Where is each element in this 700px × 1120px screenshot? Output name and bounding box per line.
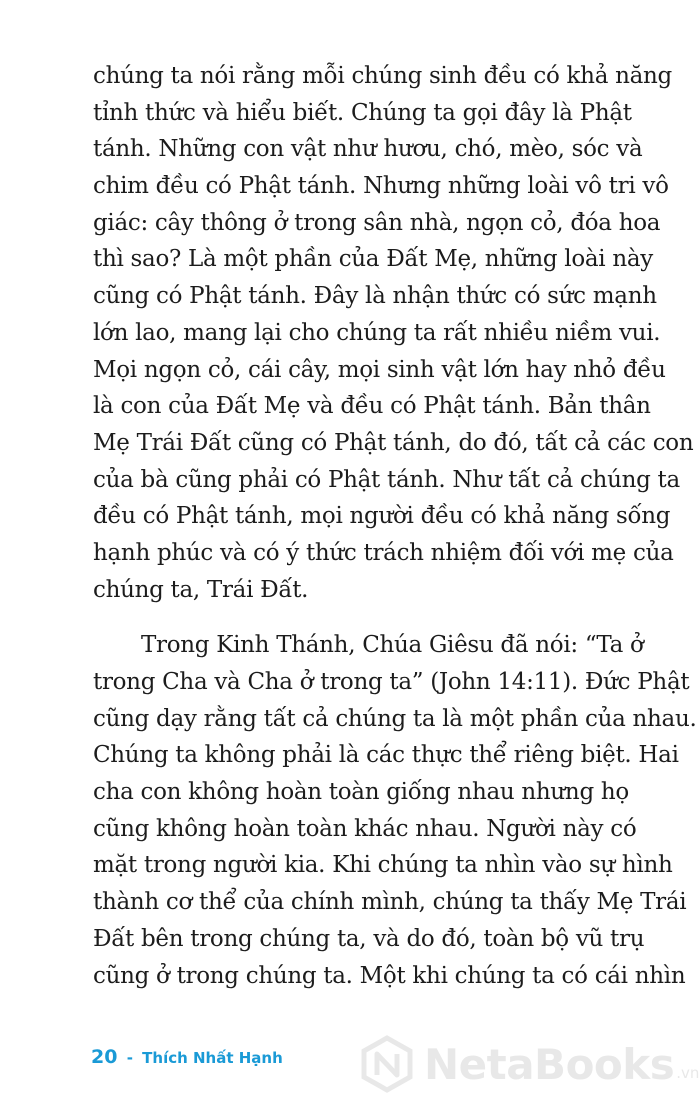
text-line: Trong Kinh Thánh, Chúa Giêsu đã nói: “Ta ở [141,632,644,659]
text-line: Mẹ Trái Đất cũng có Phật tánh, do đó, tất cả các con [93,429,694,456]
text-line: cũng không hoàn toàn khác nhau. Người này có [93,815,637,842]
text-line: Chúng ta không phải là các thực thể riêng biệt. Hai [93,742,679,769]
text-line: chim đều có Phật tánh. Nhưng những loài vô tri vô [93,173,669,200]
page-number: 20 [91,1046,118,1068]
text-line: cha con không hoàn toàn giống nhau nhưng họ [93,779,629,806]
text-line: trong Cha và Cha ở trong ta” (John 14:11). Đức Phật [93,669,690,695]
text-line: cũng có Phật tánh. Đây là nhận thức có sức mạnh [93,283,657,310]
paragraph-gap [93,608,626,627]
text-line: mặt trong người kia. Khi chúng ta nhìn vào sự hình [93,852,673,879]
text-line: giác: cây thông ở trong sân nhà, ngọn cỏ, đóa hoa [93,209,661,236]
author-name: Thích Nhất Hạnh [142,1049,283,1067]
book-page-body [93,58,697,994]
text-line: đều có Phật tánh, mọi người đều có khả năng sống [93,503,671,530]
watermark-suffix: .vn [676,1064,700,1082]
text-line: chúng ta, Trái Đất. [93,576,309,603]
text-line: lớn lao, mang lại cho chúng ta rất nhiều niềm vui. [93,319,661,346]
text-line: cũng dạy rằng tất cả chúng ta là một phần của nhau. [93,705,697,732]
watermark-text: NetaBooks [424,1039,675,1089]
text-line: cũng ở trong chúng ta. Một khi chúng ta có cái nhìn [93,962,686,989]
paragraph-2 [93,627,697,994]
text-line: chúng ta nói rằng mỗi chúng sinh đều có khả năng [93,63,672,89]
text-line: là con của Đất Mẹ và đều có Phật tánh. Bản thân [93,393,651,420]
text-line: tánh. Những con vật như hươu, chó, mèo, sóc và [93,136,643,163]
page-footer [91,1046,283,1068]
text-line: của bà cũng phải có Phật tánh. Như tất cả chúng ta [93,466,680,493]
text-line: tỉnh thức và hiểu biết. Chúng ta gọi đây là Phật [93,99,632,126]
text-line: Đất bên trong chúng ta, và do đó, toàn bộ vũ trụ [93,925,645,952]
text-line: hạnh phúc và có ý thức trách nhiệm đối với mẹ của [93,539,674,566]
footer-separator: - [126,1049,133,1067]
paragraph-1 [93,58,694,608]
text-line: thì sao? Là một phần của Đất Mẹ, những loài này [93,246,653,273]
watermark [358,1035,699,1093]
netabooks-logo-icon [358,1035,416,1093]
text-line: thành cơ thể của chính mình, chúng ta thấy Mẹ Trái [93,889,687,916]
text-line: Mọi ngọn cỏ, cái cây, mọi sinh vật lớn hay nhỏ đều [93,356,666,383]
